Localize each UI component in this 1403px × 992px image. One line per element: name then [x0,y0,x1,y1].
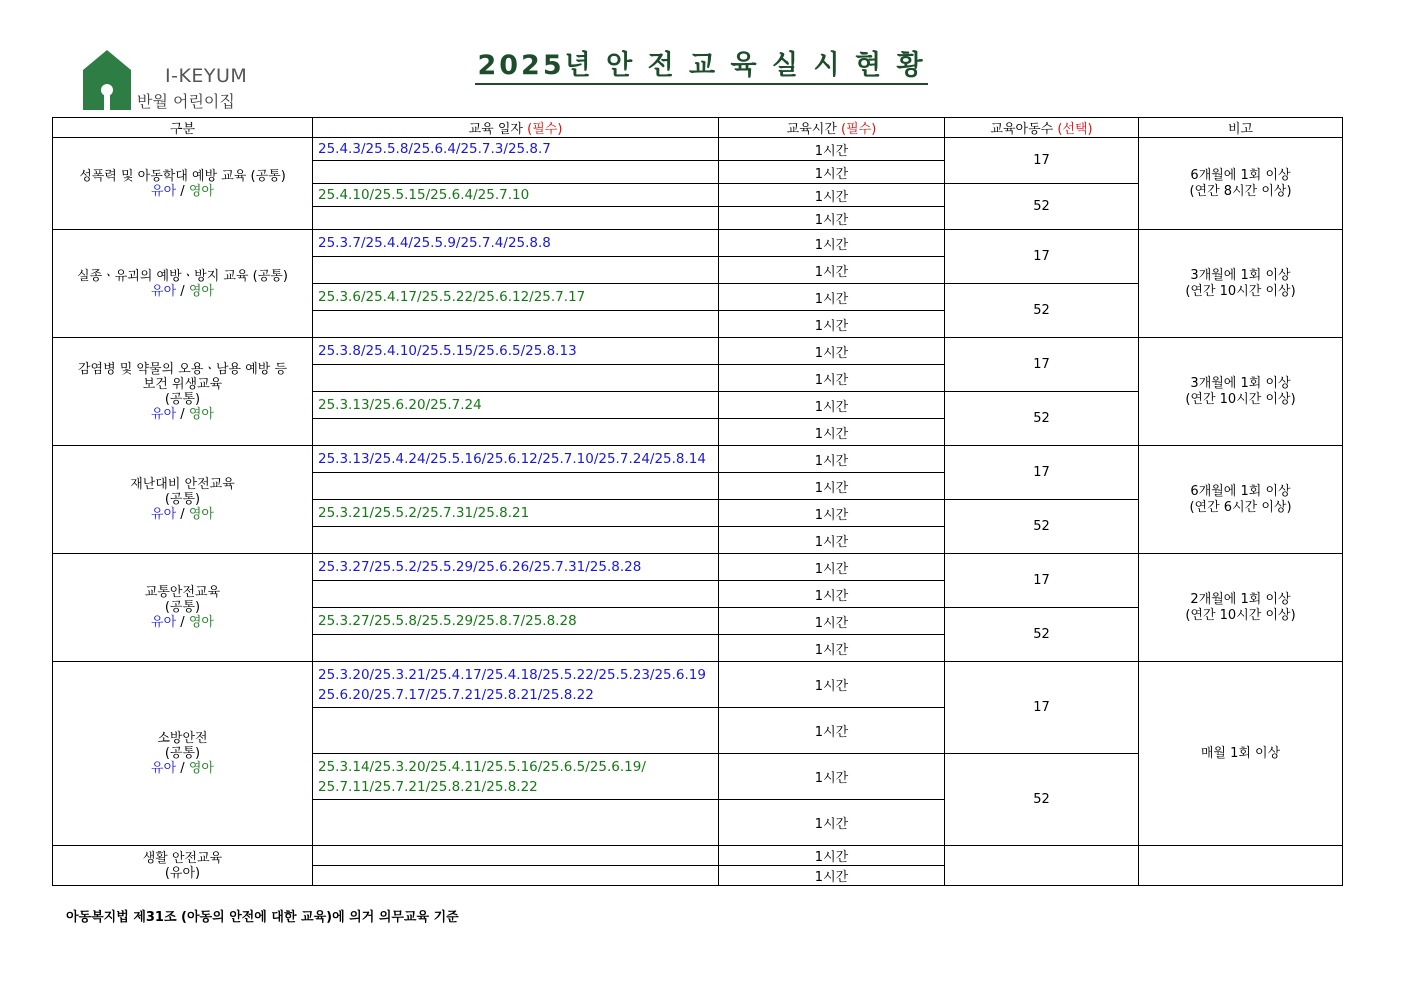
empty-cell [1139,846,1343,886]
dates-baby: 25.3.13/25.6.20/25.7.24 [313,392,719,419]
empty-cell [313,311,719,338]
remarks-cell: 2개월에 1회 이상 (연간 10시간 이상) [1139,554,1343,662]
logo-name: 반월 어린이집 [137,92,235,111]
table-row [53,846,1343,866]
category-cell: 교통안전교육 (공통) 유아 / 영아 [53,554,313,662]
dates-baby: 25.3.14/25.3.20/25.4.11/25.5.16/25.6.5/25.6.19/ 25.7.11/25.7.21/25.8.21/25.8.22 [313,754,719,800]
hours-cell: 1시간 [719,800,945,846]
hours-cell: 1시간 [719,608,945,635]
empty-cell [313,257,719,284]
dates-baby: 25.4.10/25.5.15/25.6.4/25.7.10 [313,184,719,207]
remarks-cell: 6개월에 1회 이상 (연간 6시간 이상) [1139,446,1343,554]
category-cell: 소방안전 (공통) 유아 / 영아 [53,662,313,846]
count-baby: 52 [945,392,1139,446]
dates-infant: 25.3.20/25.3.21/25.4.17/25.4.18/25.5.22/25.5.23/25.6.19 25.6.20/25.7.17/25.7.21/25.8.21/25.8.22 [313,662,719,708]
hours-cell: 1시간 [719,311,945,338]
empty-cell [313,866,719,886]
empty-cell [313,635,719,662]
empty-cell [313,581,719,608]
dates-baby: 25.3.6/25.4.17/25.5.22/25.6.12/25.7.17 [313,284,719,311]
hours-cell: 1시간 [719,708,945,754]
count-infant: 17 [945,138,1139,184]
dates-infant: 25.4.3/25.5.8/25.6.4/25.7.3/25.8.7 [313,138,719,161]
dates-infant: 25.3.13/25.4.24/25.5.16/25.6.12/25.7.10/25.7.24/25.8.14 [313,446,719,473]
table-row [53,662,1343,708]
category-cell: 성폭력 및 아동학대 예방 교육 (공통) 유아 / 영아 [53,138,313,230]
hours-cell: 1시간 [719,184,945,207]
dates-infant: 25.3.7/25.4.4/25.5.9/25.7.4/25.8.8 [313,230,719,257]
hours-cell: 1시간 [719,257,945,284]
page-title-wrap [0,43,1403,85]
empty-cell [313,365,719,392]
category-cell: 생활 안전교육 (유아) [53,846,313,886]
empty-cell [313,419,719,446]
count-baby: 52 [945,500,1139,554]
hours-cell: 1시간 [719,284,945,311]
count-baby: 52 [945,184,1139,230]
empty-cell [313,800,719,846]
table-row [53,554,1343,581]
count-baby: 52 [945,284,1139,338]
table-row [53,446,1343,473]
hours-cell: 1시간 [719,754,945,800]
hours-cell: 1시간 [719,527,945,554]
count-infant: 17 [945,338,1139,392]
category-cell: 재난대비 안전교육 (공통) 유아 / 영아 [53,446,313,554]
dates-baby: 25.3.21/25.5.2/25.7.31/25.8.21 [313,500,719,527]
safety-education-table [52,117,1343,886]
page-title: 2025년 안 전 교 육 실 시 현 황 [475,43,927,85]
hours-cell: 1시간 [719,207,945,230]
hours-cell: 1시간 [719,161,945,184]
hours-cell: 1시간 [719,662,945,708]
empty-cell [313,708,719,754]
hours-cell: 1시간 [719,635,945,662]
hours-cell: 1시간 [719,554,945,581]
hours-cell: 1시간 [719,230,945,257]
category-cell: 실종ㆍ유괴의 예방ㆍ방지 교육 (공통) 유아 / 영아 [53,230,313,338]
count-infant: 17 [945,230,1139,284]
hours-cell: 1시간 [719,473,945,500]
header-hours: 교육시간 (필수) [719,118,945,138]
hours-cell: 1시간 [719,446,945,473]
empty-cell [945,846,1139,886]
dates-baby: 25.3.27/25.5.8/25.5.29/25.8.7/25.8.28 [313,608,719,635]
dates-infant: 25.3.27/25.5.2/25.5.29/25.6.26/25.7.31/25.8.28 [313,554,719,581]
header-category: 구분 [53,118,313,138]
empty-cell [313,207,719,230]
table-row [53,338,1343,365]
header-remarks: 비고 [1139,118,1343,138]
header-child-count: 교육아동수 (선택) [945,118,1139,138]
empty-cell [313,161,719,184]
table-row [53,138,1343,161]
hours-cell: 1시간 [719,338,945,365]
hours-cell: 1시간 [719,581,945,608]
remarks-cell: 3개월에 1회 이상 (연간 10시간 이상) [1139,230,1343,338]
hours-cell: 1시간 [719,138,945,161]
hours-cell: 1시간 [719,419,945,446]
empty-cell [313,527,719,554]
empty-cell [313,473,719,500]
footer-note: 아동복지법 제31조 (아동의 안전에 대한 교육)에 의거 의무교육 기준 [66,910,459,925]
remarks-cell: 6개월에 1회 이상 (연간 8시간 이상) [1139,138,1343,230]
empty-cell [313,846,719,866]
hours-cell: 1시간 [719,846,945,866]
count-baby: 52 [945,754,1139,846]
count-baby: 52 [945,608,1139,662]
count-infant: 17 [945,662,1139,754]
table-row [53,230,1343,257]
count-infant: 17 [945,554,1139,608]
hours-cell: 1시간 [719,866,945,886]
header-dates: 교육 일자 (필수) [313,118,719,138]
table-header-row [53,118,1343,138]
count-infant: 17 [945,446,1139,500]
hours-cell: 1시간 [719,500,945,527]
remarks-cell: 3개월에 1회 이상 (연간 10시간 이상) [1139,338,1343,446]
remarks-cell: 매월 1회 이상 [1139,662,1343,846]
dates-infant: 25.3.8/25.4.10/25.5.15/25.6.5/25.8.13 [313,338,719,365]
category-cell: 감염병 및 약물의 오용ㆍ남용 예방 등 보건 위생교육 (공통) 유아 / 영아 [53,338,313,446]
hours-cell: 1시간 [719,392,945,419]
hours-cell: 1시간 [719,365,945,392]
logo-brand: I-KEYUM [165,65,248,87]
